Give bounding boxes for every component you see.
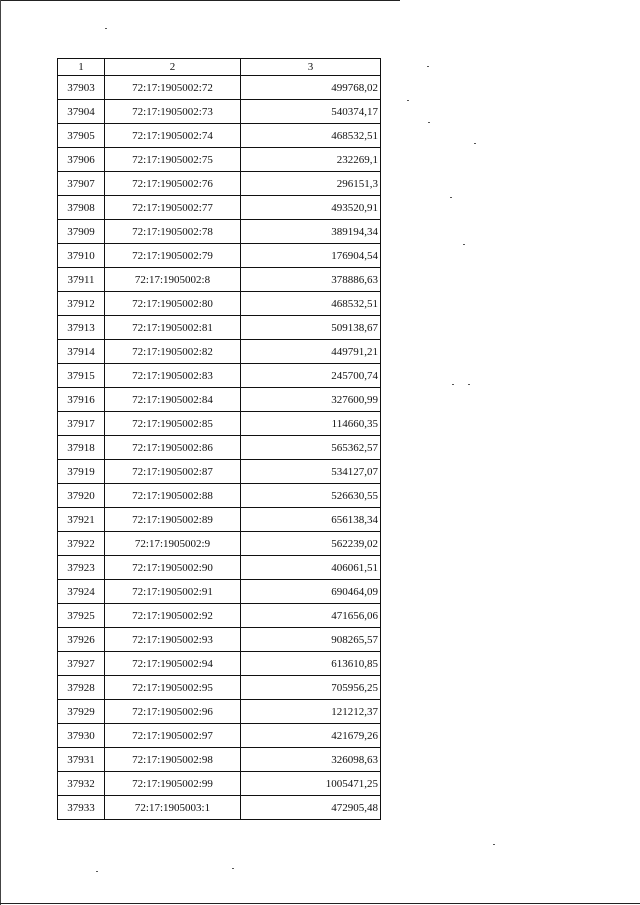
cadastral-number-cell: 72:17:1905002:74 <box>105 124 241 148</box>
row-number-cell: 37933 <box>58 796 105 820</box>
row-number-cell: 37903 <box>58 76 105 100</box>
value-cell: 493520,91 <box>241 196 381 220</box>
table-row <box>58 76 381 100</box>
cadastral-number-cell: 72:17:1905002:84 <box>105 388 241 412</box>
value-cell: 526630,55 <box>241 484 381 508</box>
cadastral-number-cell: 72:17:1905002:94 <box>105 652 241 676</box>
table-row <box>58 172 381 196</box>
cadastral-number-cell: 72:17:1905002:76 <box>105 172 241 196</box>
cadastral-number-cell: 72:17:1905002:95 <box>105 676 241 700</box>
scan-speck <box>474 143 476 144</box>
value-cell: 326098,63 <box>241 748 381 772</box>
table-row <box>58 628 381 652</box>
row-number-cell: 37906 <box>58 148 105 172</box>
table-row <box>58 340 381 364</box>
value-cell: 472905,48 <box>241 796 381 820</box>
value-cell: 656138,34 <box>241 508 381 532</box>
row-number-cell: 37904 <box>58 100 105 124</box>
cadastral-number-cell: 72:17:1905002:78 <box>105 220 241 244</box>
header-col-1: 1 <box>58 59 105 76</box>
table-row <box>58 268 381 292</box>
scan-speck <box>407 100 409 101</box>
table-row <box>58 556 381 580</box>
cadastral-number-cell: 72:17:1905002:81 <box>105 316 241 340</box>
row-number-cell: 37927 <box>58 652 105 676</box>
cadastral-number-cell: 72:17:1905002:77 <box>105 196 241 220</box>
scan-speck <box>450 197 452 198</box>
table-row <box>58 244 381 268</box>
row-number-cell: 37914 <box>58 340 105 364</box>
table-row <box>58 484 381 508</box>
value-cell: 468532,51 <box>241 292 381 316</box>
value-cell: 449791,21 <box>241 340 381 364</box>
header-col-2: 2 <box>105 59 241 76</box>
row-number-cell: 37918 <box>58 436 105 460</box>
scan-top-edge <box>0 0 400 1</box>
cadastral-number-cell: 72:17:1905002:97 <box>105 724 241 748</box>
table-row <box>58 796 381 820</box>
row-number-cell: 37912 <box>58 292 105 316</box>
cadastral-number-cell: 72:17:1905002:99 <box>105 772 241 796</box>
value-cell: 114660,35 <box>241 412 381 436</box>
value-cell: 232269,1 <box>241 148 381 172</box>
cadastral-number-cell: 72:17:1905002:92 <box>105 604 241 628</box>
row-number-cell: 37928 <box>58 676 105 700</box>
row-number-cell: 37931 <box>58 748 105 772</box>
table-row <box>58 604 381 628</box>
cadastral-number-cell: 72:17:1905002:86 <box>105 436 241 460</box>
scan-bottom-edge <box>0 903 640 904</box>
table-row <box>58 124 381 148</box>
cadastral-number-cell: 72:17:1905002:96 <box>105 700 241 724</box>
scan-speck <box>493 844 495 845</box>
value-cell: 509138,67 <box>241 316 381 340</box>
value-cell: 121212,37 <box>241 700 381 724</box>
table-row <box>58 196 381 220</box>
table-row <box>58 100 381 124</box>
cadastral-number-cell: 72:17:1905003:1 <box>105 796 241 820</box>
row-number-cell: 37919 <box>58 460 105 484</box>
scan-speck <box>427 66 429 67</box>
table-row <box>58 748 381 772</box>
value-cell: 1005471,25 <box>241 772 381 796</box>
row-number-cell: 37920 <box>58 484 105 508</box>
value-cell: 690464,09 <box>241 580 381 604</box>
value-cell: 540374,17 <box>241 100 381 124</box>
cadastral-number-cell: 72:17:1905002:79 <box>105 244 241 268</box>
row-number-cell: 37909 <box>58 220 105 244</box>
scan-speck <box>428 122 430 123</box>
value-cell: 245700,74 <box>241 364 381 388</box>
table-row <box>58 316 381 340</box>
cadastral-number-cell: 72:17:1905002:93 <box>105 628 241 652</box>
cadastral-number-cell: 72:17:1905002:91 <box>105 580 241 604</box>
scan-speck <box>105 28 107 29</box>
table-row <box>58 580 381 604</box>
table-body <box>58 76 381 820</box>
table-header-row <box>58 59 381 76</box>
value-cell: 176904,54 <box>241 244 381 268</box>
cadastral-number-cell: 72:17:1905002:87 <box>105 460 241 484</box>
cadastral-number-cell: 72:17:1905002:73 <box>105 100 241 124</box>
table-row <box>58 436 381 460</box>
row-number-cell: 37911 <box>58 268 105 292</box>
cadastral-number-cell: 72:17:1905002:80 <box>105 292 241 316</box>
value-cell: 908265,57 <box>241 628 381 652</box>
row-number-cell: 37929 <box>58 700 105 724</box>
table-row <box>58 412 381 436</box>
row-number-cell: 37923 <box>58 556 105 580</box>
row-number-cell: 37910 <box>58 244 105 268</box>
value-cell: 499768,02 <box>241 76 381 100</box>
cadastral-number-cell: 72:17:1905002:90 <box>105 556 241 580</box>
header-col-3: 3 <box>241 59 381 76</box>
value-cell: 705956,25 <box>241 676 381 700</box>
cadastral-number-cell: 72:17:1905002:83 <box>105 364 241 388</box>
row-number-cell: 37926 <box>58 628 105 652</box>
row-number-cell: 37932 <box>58 772 105 796</box>
table-row <box>58 460 381 484</box>
table-row <box>58 724 381 748</box>
cadastral-number-cell: 72:17:1905002:72 <box>105 76 241 100</box>
cadastral-number-cell: 72:17:1905002:9 <box>105 532 241 556</box>
table-row <box>58 772 381 796</box>
table-row <box>58 676 381 700</box>
table-row <box>58 388 381 412</box>
value-cell: 471656,06 <box>241 604 381 628</box>
value-cell: 406061,51 <box>241 556 381 580</box>
row-number-cell: 37907 <box>58 172 105 196</box>
table-row <box>58 532 381 556</box>
row-number-cell: 37930 <box>58 724 105 748</box>
row-number-cell: 37905 <box>58 124 105 148</box>
scan-speck <box>452 384 454 385</box>
table-row <box>58 700 381 724</box>
table-row <box>58 292 381 316</box>
row-number-cell: 37925 <box>58 604 105 628</box>
row-number-cell: 37917 <box>58 412 105 436</box>
cadastral-number-cell: 72:17:1905002:82 <box>105 340 241 364</box>
table-row <box>58 148 381 172</box>
value-cell: 296151,3 <box>241 172 381 196</box>
value-cell: 468532,51 <box>241 124 381 148</box>
row-number-cell: 37915 <box>58 364 105 388</box>
row-number-cell: 37913 <box>58 316 105 340</box>
value-cell: 378886,63 <box>241 268 381 292</box>
cadastral-number-cell: 72:17:1905002:88 <box>105 484 241 508</box>
cadastral-number-cell: 72:17:1905002:85 <box>105 412 241 436</box>
row-number-cell: 37924 <box>58 580 105 604</box>
table-row <box>58 508 381 532</box>
value-cell: 565362,57 <box>241 436 381 460</box>
row-number-cell: 37922 <box>58 532 105 556</box>
cadastral-number-cell: 72:17:1905002:89 <box>105 508 241 532</box>
cadastral-number-cell: 72:17:1905002:98 <box>105 748 241 772</box>
scan-speck <box>232 868 234 869</box>
value-cell: 389194,34 <box>241 220 381 244</box>
value-cell: 327600,99 <box>241 388 381 412</box>
value-cell: 534127,07 <box>241 460 381 484</box>
scan-speck <box>463 244 465 245</box>
value-cell: 562239,02 <box>241 532 381 556</box>
table-row <box>58 652 381 676</box>
row-number-cell: 37916 <box>58 388 105 412</box>
scan-speck <box>468 384 470 385</box>
scan-left-edge <box>0 0 1 905</box>
cadastral-number-cell: 72:17:1905002:75 <box>105 148 241 172</box>
value-cell: 421679,26 <box>241 724 381 748</box>
value-cell: 613610,85 <box>241 652 381 676</box>
scan-speck <box>96 871 98 872</box>
table-row <box>58 364 381 388</box>
row-number-cell: 37921 <box>58 508 105 532</box>
register-table <box>57 58 381 820</box>
cadastral-number-cell: 72:17:1905002:8 <box>105 268 241 292</box>
table-row <box>58 220 381 244</box>
row-number-cell: 37908 <box>58 196 105 220</box>
